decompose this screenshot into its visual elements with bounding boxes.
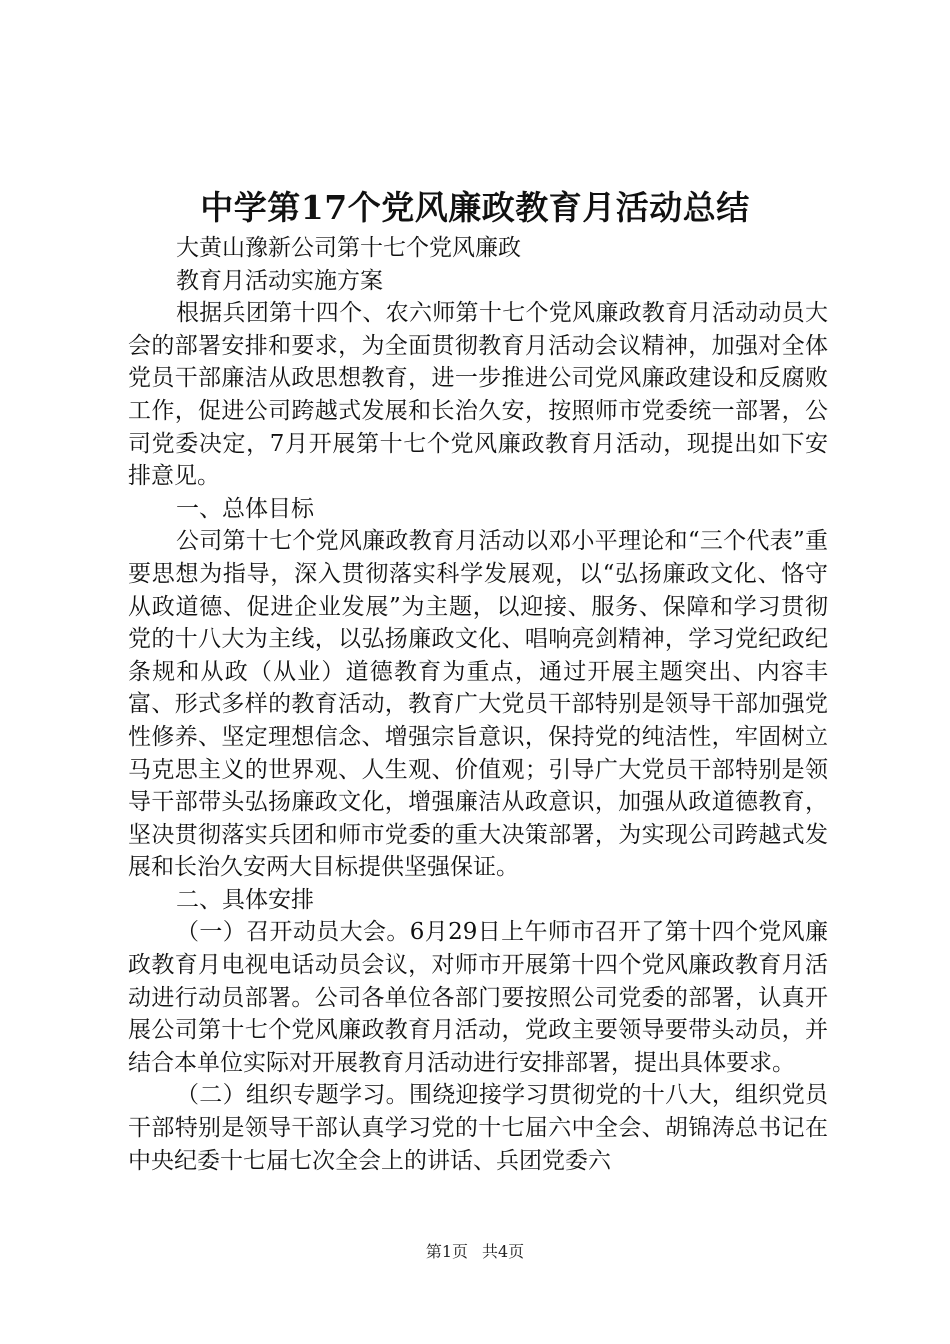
subtitle-line-2: 教育月活动实施方案: [176, 267, 383, 294]
page-number: 第1页: [425, 1242, 468, 1261]
section-heading-1: 一、总体目标: [176, 495, 314, 522]
paragraph-goals: 公司第十七个党风廉政教育月活动以邓小平理论和“三个代表”重要思想为指导，深入贯彻落实科学发展观，以“弘扬廉政文化、恪守从政道德、促进企业发展”为主题，以迎接、服务、保障和学习贯彻党的十八大为主线，以弘扬廉政文化、唱响亮剑精神，学习党纪政纪条规和从政（从业）道德教育为重点，通过开展主题突出、内容丰富、形式多样的教育活动，教育广大党员干部特别是领导干部加强党性修养、坚定理想信念、增强宗旨意识，保持党的纯洁性，牢固树立马克思主义的世界观、人生观、价值观；引导广大党员干部特别是领导干部带头弘扬廉政文化，增强廉洁从政意识，加强从政道德教育，坚决贯彻落实兵团和师市党委的重大决策部署，为实现公司跨越式发展和长治久安两大目标提供坚强保证。: [128, 528, 828, 881]
page-title: 中学第17个党风廉政教育月活动总结: [200, 188, 750, 227]
paragraph-arrangement-1: （一）召开动员大会。6月29日上午师市召开了第十四个党风廉政教育月电视电话动员会议，对师市开展第十四个党风廉政教育月活动进行动员部署。公司各单位各部门要按照公司党委的部署，认真开展公司第十七个党风廉政教育月活动，党政主要领导要带头动员，并结合本单位实际对开展教育月活动进行安排部署，提出具体要求。: [128, 919, 828, 1076]
document-body: [128, 232, 828, 1177]
page-footer: [0, 1242, 950, 1262]
paragraph-arrangement-2: （二）组织专题学习。围绕迎接学习贯彻党的十八大，组织党员干部特别是领导干部认真学习党的十七届六中全会、胡锦涛总书记在中央纪委十七届七次全会上的讲话、兵团党委六: [128, 1082, 828, 1174]
paragraph-intro: 根据兵团第十四个、农六师第十七个党风廉政教育月活动动员大会的部署安排和要求，为全面贯彻教育月活动会议精神，加强对全体党员干部廉洁从政思想教育，进一步推进公司党风廉政建设和反腐败工作，促进公司跨越式发展和长治久安，按照师市党委统一部署，公司党委决定，7月开展第十七个党风廉政教育月活动，现提出如下安排意见。: [128, 300, 828, 490]
section-heading-2: 二、具体安排: [176, 886, 314, 913]
page-total: 共4页: [482, 1242, 525, 1261]
subtitle-line-1: 大黄山豫新公司第十七个党风廉政: [176, 235, 521, 261]
